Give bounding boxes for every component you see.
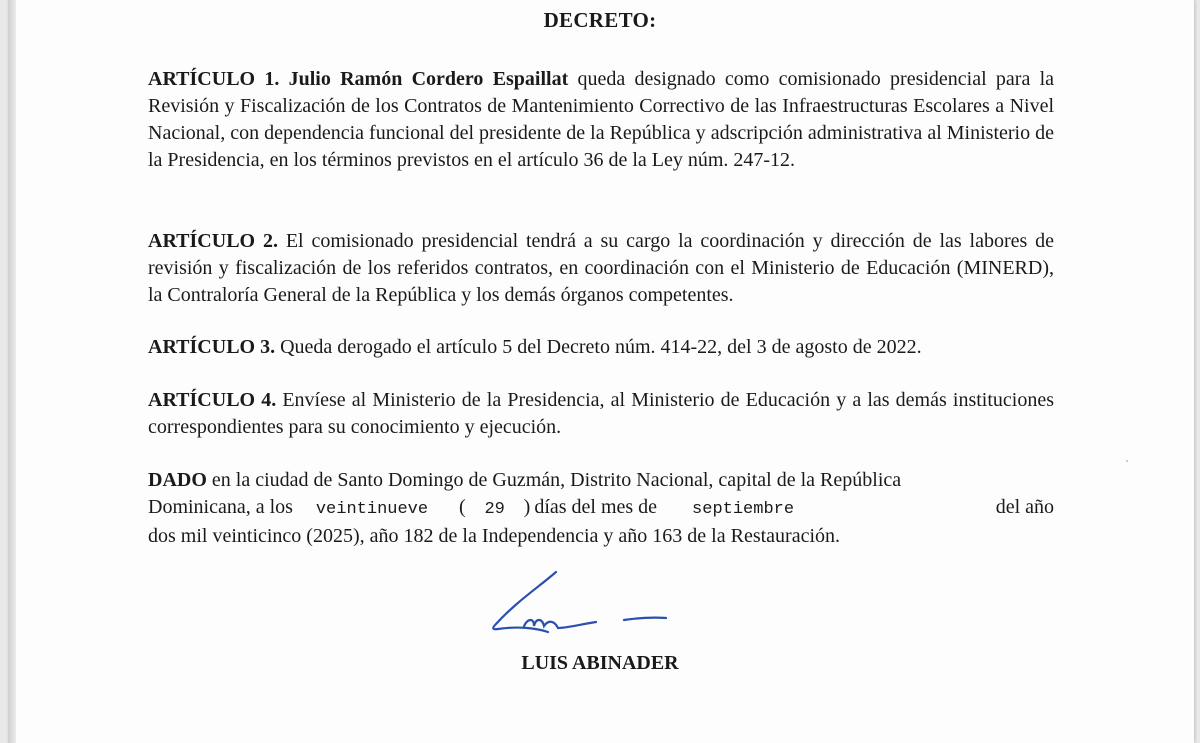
closing-line-1 [148, 467, 1054, 494]
day-number: 29 [484, 500, 505, 519]
article-1-text: queda designado como comisionado presidencial para la Revisión y Fiscalización de los Contratos de Mantenimiento Correctivo de las Infraestructuras Escolares a Nivel Nacional, con dependencia funcional del presidente de la República y adscripción administrativa al Ministerio de la Presidencia, en los términos previstos en el artículo 36 de la Ley núm. 247-12. [148, 68, 1055, 171]
closing-paragraph [148, 467, 1054, 550]
decree-title: DECRETO: [543, 8, 657, 32]
closing-suffix: del año [995, 496, 1054, 518]
closing-line-2 [148, 494, 1054, 523]
month-name: septiembre [692, 500, 795, 519]
article-3-label: ARTÍCULO 3. [148, 336, 276, 358]
article-1 [148, 66, 1054, 174]
article-4-label: ARTÍCULO 4. [148, 389, 277, 411]
article-1-label: ARTÍCULO 1. [148, 68, 280, 90]
paren-close: ) [523, 496, 531, 518]
designee-name: Julio Ramón Cordero Espaillat [288, 68, 569, 90]
closing-prefix: Dominicana, a los [148, 496, 293, 518]
signer-name: LUIS ABINADER [521, 652, 679, 674]
article-3 [148, 334, 1054, 361]
day-in-words: veintinueve [315, 500, 429, 519]
article-2-label: ARTÍCULO 2. [148, 230, 278, 252]
signature-stroke-3 [624, 618, 666, 620]
article-4 [148, 387, 1054, 441]
page-shadow-edge [8, 0, 16, 743]
article-2-text: El comisionado presidencial tendrá a su cargo la coordinación y dirección de las labores de revisión y fiscalización de los referidos contratos, en coordinación con el Ministerio de Educación (MINERD), la Contraloría General de la República y los demás órganos competentes. [148, 230, 1054, 306]
closing-mid: días del mes de [534, 496, 658, 518]
article-2 [148, 228, 1054, 309]
paper-speck [1126, 460, 1128, 462]
article-3-text: Queda derogado el artículo 5 del Decreto núm. 414-22, del 3 de agosto de 2022. [280, 336, 922, 358]
article-4-text: Envíese al Ministerio de la Presidencia, al Ministerio de Educación y a las demás instituciones correspondientes para su conocimiento y ejecución. [148, 389, 1054, 438]
signature-image [478, 562, 678, 652]
closing-label: DADO [148, 469, 207, 491]
paren-open: ( [458, 496, 466, 518]
closing-line-3: dos mil veinticinco (2025), año 182 de la Independencia y año 163 de la Restauración. [148, 525, 841, 547]
signature-stroke-2 [524, 620, 596, 628]
closing-line-1-text: en la ciudad de Santo Domingo de Guzmán, Distrito Nacional, capital de la República [211, 469, 902, 491]
